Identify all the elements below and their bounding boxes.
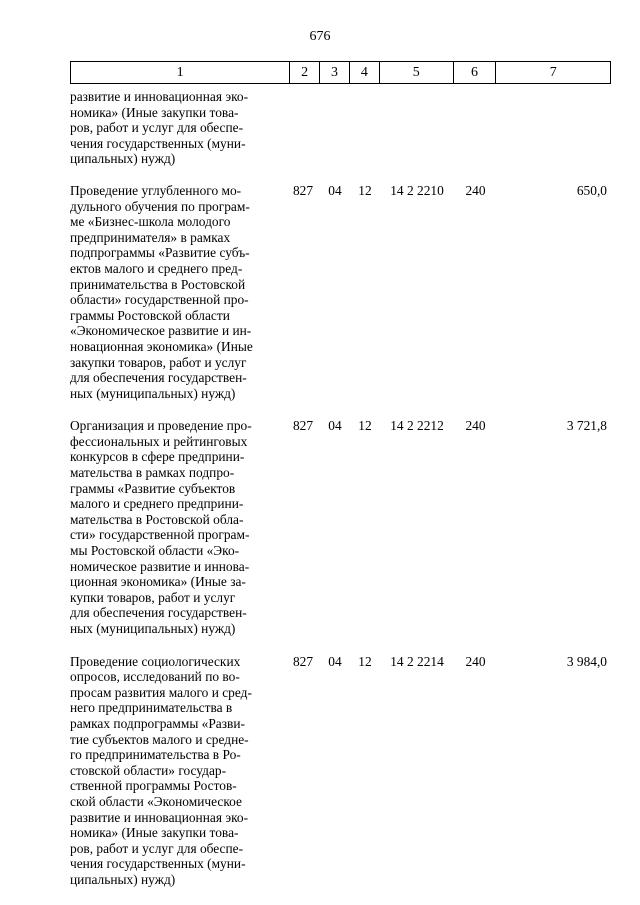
row-subsection: 12	[358, 418, 372, 434]
row-subsection: 12	[358, 653, 372, 669]
row-section: 04	[328, 653, 342, 669]
table-row	[70, 183, 611, 401]
row-expense-type: 240	[465, 182, 486, 198]
row-target-article: 14 2 2214	[390, 653, 444, 669]
row-description: Проведение социологических опросов, исследований по во- просам развития малого и сред- него предпринимательства в рамках подпрограммы «Разви- тие субъектов малого и средне- го предпринимательства в Ро- стовской области» государ- ственной программы Ростов- ской области «Экономическое развитие и инновационная эко- номика» (Иные закупки това- ров, работ и услуг для обеспе- чения государственных (муни- ципальных) нужд)	[70, 653, 252, 887]
row-amount: 650,0	[576, 182, 607, 198]
row-target-article: 14 2 2212	[390, 418, 444, 434]
row-target-article: 14 2 2210	[390, 182, 444, 198]
table-row	[70, 418, 611, 636]
row-ministry: 827	[292, 182, 314, 198]
table-header	[70, 61, 611, 84]
row-description: развитие и инновационная эко- номика» (Иные закупки това- ров, работ и услуг для обеспе- чения государственных (муни- ципальных) нужд)	[70, 89, 249, 167]
header-col-4: 4	[350, 62, 380, 83]
row-description: Проведение углубленного мо- дульного обучения по програм- ме «Бизнес-школа молодого предпринимателя» в рамках подпрограммы «Развитие субъ- ектов малого и среднего пред- принимательства в Ростовской области» государственной про- граммы Ростовской области «Экономическое развитие и ин- новационная экономика» (Иные закупки товаров, работ и услуг для обеспечения государствен- ных (муниципальных) нужд)	[70, 182, 253, 401]
row-amount: 3 721,8	[566, 418, 607, 434]
row-section: 04	[328, 182, 342, 198]
header-col-2: 2	[290, 62, 320, 83]
row-subsection: 12	[358, 182, 372, 198]
table-body	[70, 89, 611, 905]
row-section: 04	[328, 418, 342, 434]
header-col-7: 7	[549, 64, 557, 80]
header-col-3: 3	[320, 62, 350, 83]
row-ministry: 827	[292, 653, 314, 669]
table-row	[70, 654, 611, 888]
row-expense-type: 240	[465, 653, 486, 669]
row-description: Организация и проведение про- фессиональных и рейтинговых конкурсов в сфере предприни- мательства в рамках подпро- граммы «Развитие субъектов малого и среднего предприни- мательства в Ростовской обла- сти» государственной програм- мы Ростовской области «Эко- номическое развитие и иннова- ционная экономика» (Иные за- купки товаров, работ и услуг для обеспечения государствен- ных (муниципальных) нужд)	[70, 418, 252, 636]
row-ministry: 827	[292, 418, 314, 434]
table-row	[70, 89, 611, 167]
row-amount: 3 984,0	[566, 653, 607, 669]
header-col-1: 1	[71, 62, 290, 83]
header-col-6: 6	[454, 62, 497, 83]
page-number: 676	[309, 29, 331, 44]
row-expense-type: 240	[465, 418, 486, 434]
header-col-5: 5	[380, 62, 454, 83]
